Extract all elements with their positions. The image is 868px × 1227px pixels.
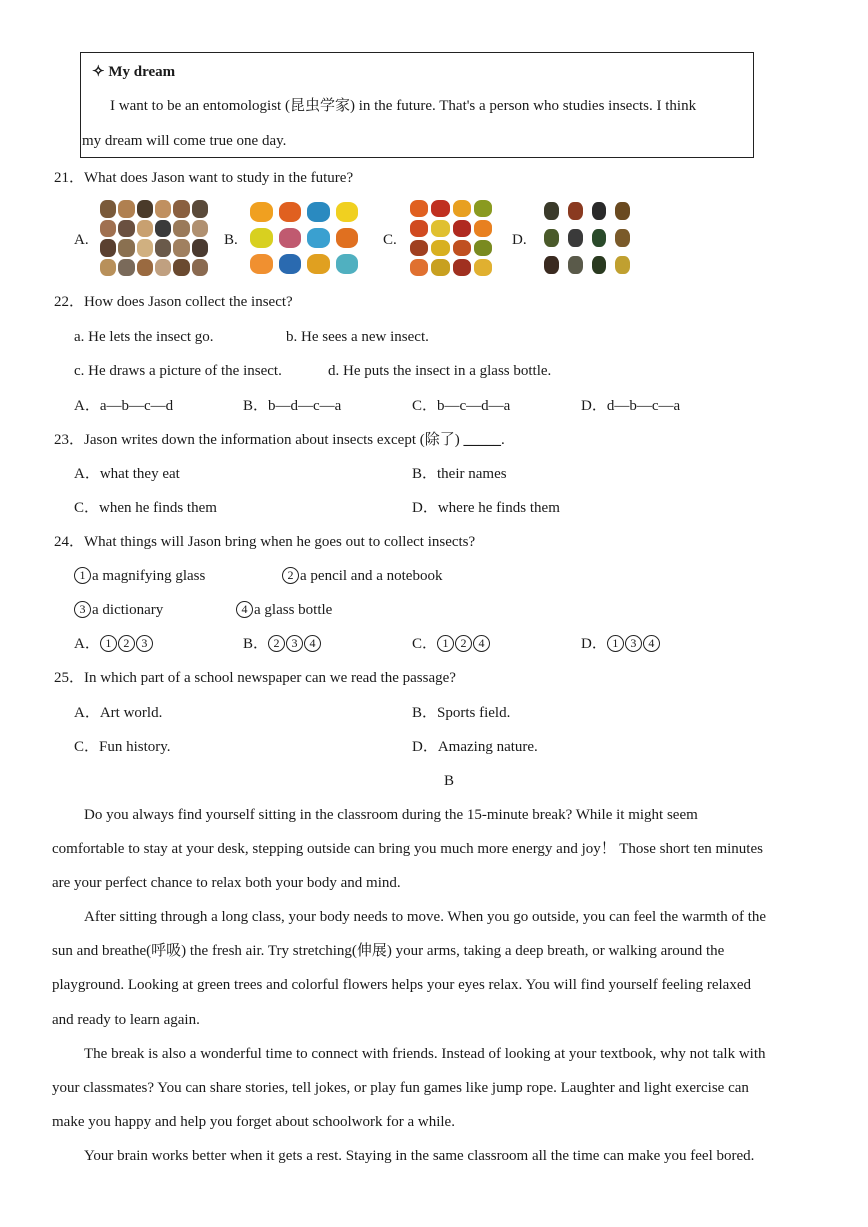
- circled-number: 2: [118, 635, 135, 652]
- sparkle-icon: ✧: [92, 64, 105, 80]
- circled-number: 4: [643, 635, 660, 652]
- circled-number: 3: [136, 635, 153, 652]
- q23-option-d: D．where he finds them: [412, 500, 560, 516]
- box-title-text: My dream: [108, 64, 176, 80]
- q25-option-c: C．Fun history.: [74, 739, 171, 755]
- fish-picture: [250, 202, 358, 274]
- q23-stem: [54, 430, 505, 450]
- q25-stem: 25．In which part of a school newspaper can we read the passage?: [54, 670, 456, 686]
- box-title: [92, 62, 175, 82]
- q24-stem: 24．What things will Jason bring when he goes out to collect insects?: [54, 534, 476, 550]
- option-letter: D．: [581, 636, 607, 652]
- circled-number: 3: [286, 635, 303, 652]
- circled-number: 4: [304, 635, 321, 652]
- q24-option-d: [581, 634, 661, 654]
- passage-line: Your brain works better when it gets a rest. Staying in the same classroom all the time can make you feel bored.: [84, 1148, 755, 1164]
- q23-stem-end: .: [501, 432, 505, 448]
- passage-line: playground. Looking at green trees and colorful flowers helps your eyes relax. You will find yourself feeling relaxed: [52, 977, 751, 993]
- q23-blank: _____: [463, 432, 501, 448]
- circled-number: 1: [74, 567, 91, 584]
- passage-line: make you happy and help you forget about schoolwork for a while.: [52, 1114, 455, 1130]
- insects-picture: [544, 202, 630, 274]
- q23-option-b: B．their names: [412, 466, 507, 482]
- circled-number: 4: [236, 601, 253, 618]
- q24-item-4: [236, 600, 332, 620]
- circled-number: 3: [74, 601, 91, 618]
- box-line-1: I want to be an entomologist (昆虫学家) in the future. That's a person who studies insects. I think: [110, 98, 697, 114]
- q24-item-text: a dictionary: [92, 602, 164, 618]
- circled-number: 2: [455, 635, 472, 652]
- q21-option-c: C.: [383, 232, 397, 248]
- q24-option-b: [243, 634, 322, 654]
- box-line-2: my dream will come true one day.: [82, 133, 287, 149]
- passage-line: The break is also a wonderful time to connect with friends. Instead of looking at your textbook, why not talk with: [84, 1046, 766, 1062]
- q24-option-a: [74, 634, 154, 654]
- passage-line: your classmates? You can share stories, tell jokes, or play fun games like jump rope. Laughter and light exercise can: [52, 1080, 749, 1096]
- q23-stem-text: 23．Jason writes down the information about insects except (除了): [54, 432, 460, 448]
- q23-option-a: A．what they eat: [74, 466, 180, 482]
- animals-picture: [100, 200, 208, 276]
- q21-stem: 21．What does Jason want to study in the future?: [54, 170, 354, 186]
- passage-line: are your perfect chance to relax both your body and mind.: [52, 875, 401, 891]
- circled-number: 4: [473, 635, 490, 652]
- q22-option-b: B．b—d—c—a: [243, 398, 342, 414]
- circled-number: 1: [437, 635, 454, 652]
- q22-option-d: D．d—b—c—a: [581, 398, 681, 414]
- option-letter: C．: [412, 636, 438, 652]
- passage-line: comfortable to stay at your desk, stepping outside can bring you much more energy and joy！ Those short ten minutes: [52, 841, 763, 857]
- circled-number: 1: [100, 635, 117, 652]
- circled-number: 2: [282, 567, 299, 584]
- q24-item-1: [74, 566, 205, 586]
- passage-line: and ready to learn again.: [52, 1012, 200, 1028]
- q23-option-c: C．when he finds them: [74, 500, 217, 516]
- circled-number: 2: [268, 635, 285, 652]
- q22-step-c: c. He draws a picture of the insect.: [74, 363, 282, 379]
- q25-option-a: A．Art world.: [74, 705, 163, 721]
- leaves-picture: [410, 200, 492, 276]
- passage-line: Do you always find yourself sitting in the classroom during the 15-minute break? While it might seem: [84, 807, 698, 823]
- q21-option-a: A.: [74, 232, 89, 248]
- q24-item-text: a glass bottle: [254, 602, 333, 618]
- q24-item-text: a magnifying glass: [92, 568, 206, 584]
- section-b-label: B: [444, 773, 455, 789]
- option-letter: A．: [74, 636, 100, 652]
- circled-number: 1: [607, 635, 624, 652]
- option-letter: B．: [243, 636, 269, 652]
- q24-item-text: a pencil and a notebook: [300, 568, 443, 584]
- q25-option-b: B．Sports field.: [412, 705, 511, 721]
- q22-stem: 22．How does Jason collect the insect?: [54, 294, 293, 310]
- q24-item-2: [282, 566, 442, 586]
- q21-option-d: D.: [512, 232, 527, 248]
- q22-step-a: a. He lets the insect go.: [74, 329, 214, 345]
- q22-option-c: C．b—c—d—a: [412, 398, 511, 414]
- passage-line: After sitting through a long class, your body needs to move. When you go outside, you can feel the warmth of the: [84, 909, 767, 925]
- q21-option-b: B.: [224, 232, 238, 248]
- q24-option-c: [412, 634, 491, 654]
- q25-option-d: D．Amazing nature.: [412, 739, 538, 755]
- passage-line: sun and breathe(呼吸) the fresh air. Try stretching(伸展) your arms, taking a deep breath, or walking around the: [52, 943, 725, 959]
- q22-step-b: b. He sees a new insect.: [286, 329, 429, 345]
- q22-step-d: d. He puts the insect in a glass bottle.: [328, 363, 552, 379]
- q22-option-a: A．a—b—c—d: [74, 398, 174, 414]
- circled-number: 3: [625, 635, 642, 652]
- q24-item-3: [74, 600, 163, 620]
